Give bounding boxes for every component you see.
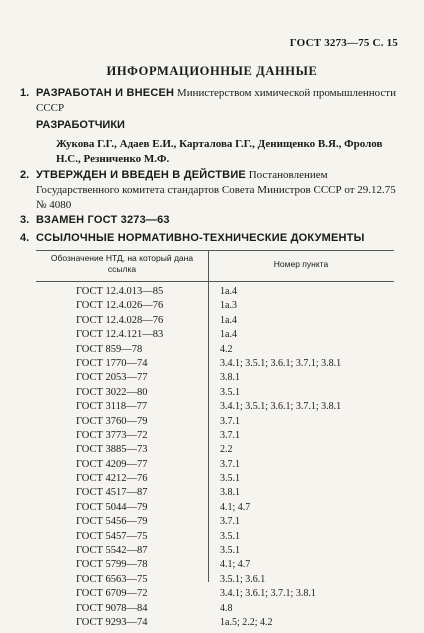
- document-designation: ГОСТ 3118—77: [76, 401, 148, 413]
- item-number: 3.: [20, 214, 30, 226]
- table-row: [36, 344, 394, 358]
- item-heading: РАЗРАБОТАН И ВНЕСЕН: [36, 87, 175, 99]
- clause-number: 3.8.1: [220, 487, 240, 499]
- item-2: [20, 168, 402, 213]
- document-designation: ГОСТ 5799—78: [76, 559, 148, 571]
- table-body: [36, 282, 394, 631]
- document-designation: ГОСТ 9078—84: [76, 602, 148, 614]
- document-designation: ГОСТ 1770—74: [76, 357, 148, 369]
- table-row: [36, 358, 394, 372]
- table-header: [36, 250, 394, 282]
- document-designation: ГОСТ 12.4.026—76: [76, 300, 164, 312]
- document-designation: ГОСТ 4517—87: [76, 487, 148, 499]
- developers-label: РАЗРАБОТЧИКИ: [36, 119, 125, 131]
- clause-number: 4.2: [220, 343, 233, 355]
- table-row: [36, 559, 394, 573]
- table-row: [36, 416, 394, 430]
- document-designation: ГОСТ 859—78: [76, 343, 143, 355]
- clause-number: 3.7.1: [220, 516, 240, 528]
- clause-number: 1а.4: [220, 286, 237, 297]
- clause-number: 3.8.1: [220, 372, 240, 384]
- table-row: [36, 444, 394, 458]
- table-row: [36, 603, 394, 617]
- clause-number: 1а.4: [220, 329, 237, 341]
- table-row: [36, 315, 394, 329]
- clause-number: 1а.5; 2.2; 4.2: [220, 616, 273, 628]
- clause-number: 3.4.1; 3.5.1; 3.6.1; 3.7.1; 3.8.1: [220, 401, 342, 413]
- table-row: [36, 617, 394, 631]
- table-row: [36, 401, 394, 415]
- clause-number: 4.1; 4.7: [220, 501, 251, 513]
- item-text: Постановлением Государственного комитета стандартов Совета Министров СССР от 29.12.75 № 4080: [36, 169, 396, 211]
- column-header-document: Обозначение НТД, на который дана ссылка: [50, 253, 194, 274]
- document-designation: ГОСТ 4209—77: [76, 458, 148, 470]
- table-row: [36, 387, 394, 401]
- clause-number: 3.5.1: [220, 530, 240, 542]
- clause-number: 3.7.1: [220, 415, 240, 427]
- developers-names: Жукова Г.Г., Адаев Е.И., Карталова Г.Г., Денищенко В.Я., Фролов Н.С., Резниченко М.Ф.: [56, 138, 383, 165]
- document-designation: ГОСТ 5456—79: [76, 516, 148, 528]
- document-designation: ГОСТ 2053—77: [76, 372, 148, 384]
- item-heading: УТВЕРЖДЕН И ВВЕДЕН В ДЕЙСТВИЕ: [36, 169, 246, 181]
- table-row: [36, 473, 394, 487]
- document-designation: ГОСТ 3022—80: [76, 386, 148, 398]
- clause-number: 4.8: [220, 602, 233, 614]
- document-designation: ГОСТ 6709—72: [76, 588, 148, 600]
- table-row: [36, 574, 394, 588]
- document-designation: ГОСТ 9293—74: [76, 616, 148, 628]
- clause-number: 1а.3: [220, 300, 237, 312]
- item-heading: ВЗАМЕН ГОСТ 3273—63: [36, 214, 170, 226]
- running-header: ГОСТ 3273—75 С. 15: [289, 37, 398, 49]
- item-4: [20, 231, 402, 246]
- document-designation: ГОСТ 12.4.028—76: [76, 314, 164, 326]
- item-number: 2.: [20, 169, 30, 181]
- clause-number: 3.7.1: [220, 458, 240, 470]
- table-row: [36, 459, 394, 473]
- table-row: [36, 300, 394, 314]
- clause-number: 3.4.1; 3.5.1; 3.6.1; 3.7.1; 3.8.1: [220, 357, 342, 369]
- page-title: ИНФОРМАЦИОННЫЕ ДАННЫЕ: [106, 64, 318, 78]
- clause-number: 3.7.1: [220, 429, 240, 441]
- item-number: 1.: [20, 87, 30, 99]
- item-1: [20, 86, 402, 116]
- document-designation: ГОСТ 5542—87: [76, 545, 148, 557]
- document-designation: ГОСТ 12.4.013—85: [76, 286, 164, 297]
- table-row: [36, 516, 394, 530]
- clause-number: 3.4.1; 3.6.1; 3.7.1; 3.8.1: [220, 588, 316, 600]
- table-row: [36, 545, 394, 559]
- document-designation: ГОСТ 4212—76: [76, 473, 148, 485]
- table-row: [36, 487, 394, 501]
- document-designation: ГОСТ 12.4.121—83: [76, 329, 164, 341]
- clause-number: 3.5.1: [220, 386, 240, 398]
- item-number: 4.: [20, 232, 30, 244]
- clause-number: 2.2: [220, 444, 233, 456]
- document-designation: ГОСТ 3760—79: [76, 415, 148, 427]
- document-designation: ГОСТ 5044—79: [76, 501, 148, 513]
- table-row: [36, 430, 394, 444]
- table-row: [36, 531, 394, 545]
- document-designation: ГОСТ 3885—73: [76, 444, 148, 456]
- clause-number: 4.1; 4.7: [220, 559, 251, 571]
- table-row: [36, 329, 394, 343]
- item-3: [20, 213, 402, 228]
- table-row: [36, 502, 394, 516]
- item-heading: ССЫЛОЧНЫЕ НОРМАТИВНО-ТЕХНИЧЕСКИЕ ДОКУМЕНТЫ: [36, 232, 365, 244]
- clause-number: 1а.4: [220, 314, 237, 326]
- clause-number: 3.5.1: [220, 473, 240, 485]
- table-row: [36, 588, 394, 602]
- document-designation: ГОСТ 3773—72: [76, 429, 148, 441]
- table-row: [36, 286, 394, 300]
- document-designation: ГОСТ 5457—75: [76, 530, 148, 542]
- column-header-clause: Номер пункта: [273, 259, 329, 269]
- document-designation: ГОСТ 6563—75: [76, 573, 148, 585]
- item-text: Министерством химической промышленности СССР: [36, 87, 396, 114]
- reference-table: [36, 250, 394, 631]
- clause-number: 3.5.1; 3.6.1: [220, 573, 266, 585]
- clause-number: 3.5.1: [220, 545, 240, 557]
- table-row: [36, 372, 394, 386]
